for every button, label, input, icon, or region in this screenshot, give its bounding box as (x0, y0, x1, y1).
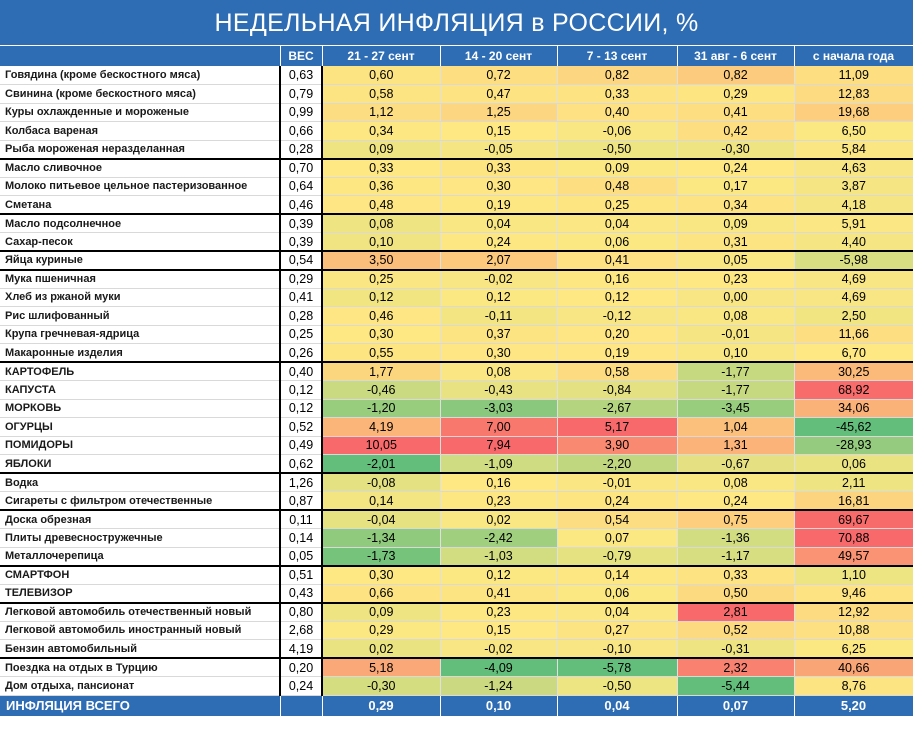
row-week-value: 3,90 (557, 436, 677, 455)
inflation-table (0, 46, 913, 716)
table-row (0, 418, 913, 437)
row-week-value: 0,29 (322, 621, 440, 640)
row-week-value: -0,10 (557, 640, 677, 659)
row-ytd-value: 11,09 (794, 66, 913, 85)
row-weight: 0,28 (280, 307, 322, 326)
total-weight (280, 695, 322, 716)
table-row (0, 621, 913, 640)
row-week-value: 0,24 (440, 233, 557, 252)
row-weight: 1,26 (280, 473, 322, 492)
row-ytd-value: 8,76 (794, 677, 913, 696)
row-weight: 0,40 (280, 362, 322, 381)
row-weight: 0,14 (280, 529, 322, 548)
row-week-value: 0,33 (677, 566, 794, 585)
row-weight: 0,25 (280, 325, 322, 344)
row-ytd-value: 4,40 (794, 233, 913, 252)
row-week-value: 0,58 (322, 85, 440, 104)
row-item-name: Крупа гречневая-ядрица (0, 325, 280, 344)
row-ytd-value: 69,67 (794, 510, 913, 529)
row-week-value: 0,55 (322, 344, 440, 363)
row-week-value: 0,34 (677, 196, 794, 215)
row-item-name: Масло подсолнечное (0, 214, 280, 233)
row-item-name: Хлеб из ржаной муки (0, 288, 280, 307)
row-week-value: 0,41 (677, 103, 794, 122)
row-week-value: -0,84 (557, 381, 677, 400)
row-ytd-value: 16,81 (794, 492, 913, 511)
row-week-value: 7,94 (440, 436, 557, 455)
row-week-value: 0,54 (557, 510, 677, 529)
row-item-name: Мука пшеничная (0, 270, 280, 289)
row-ytd-value: 2,11 (794, 473, 913, 492)
row-week-value: -3,03 (440, 399, 557, 418)
row-week-value: 0,06 (557, 584, 677, 603)
row-item-name: ТЕЛЕВИЗОР (0, 584, 280, 603)
row-week-value: -0,02 (440, 640, 557, 659)
row-weight: 0,29 (280, 270, 322, 289)
row-week-value: -1,36 (677, 529, 794, 548)
column-header-item (0, 46, 280, 66)
column-header-week-2: 14 - 20 сент (440, 46, 557, 66)
row-weight: 0,12 (280, 381, 322, 400)
row-ytd-value: 12,92 (794, 603, 913, 622)
table-row (0, 473, 913, 492)
table-row (0, 85, 913, 104)
row-ytd-value: 49,57 (794, 547, 913, 566)
table-row (0, 529, 913, 548)
row-week-value: 0,60 (322, 66, 440, 85)
row-weight: 0,80 (280, 603, 322, 622)
row-week-value: 0,23 (677, 270, 794, 289)
row-week-value: 0,33 (557, 85, 677, 104)
row-week-value: -2,67 (557, 399, 677, 418)
row-week-value: 5,18 (322, 658, 440, 677)
column-header-weight: ВЕС (280, 46, 322, 66)
row-weight: 4,19 (280, 640, 322, 659)
total-value: 0,29 (322, 695, 440, 716)
row-ytd-value: 12,83 (794, 85, 913, 104)
column-header-week-1: 21 - 27 сент (322, 46, 440, 66)
row-week-value: 0,02 (322, 640, 440, 659)
row-week-value: -0,12 (557, 307, 677, 326)
row-week-value: 0,24 (677, 492, 794, 511)
row-item-name: Доска обрезная (0, 510, 280, 529)
row-ytd-value: 19,68 (794, 103, 913, 122)
row-week-value: 0,82 (677, 66, 794, 85)
table-row (0, 233, 913, 252)
row-week-value: 0,34 (322, 122, 440, 141)
row-ytd-value: 4,69 (794, 288, 913, 307)
row-ytd-value: 34,06 (794, 399, 913, 418)
row-item-name: Макаронные изделия (0, 344, 280, 363)
row-week-value: 0,19 (557, 344, 677, 363)
row-weight: 0,39 (280, 233, 322, 252)
row-week-value: 1,25 (440, 103, 557, 122)
table-row (0, 399, 913, 418)
row-item-name: Свинина (кроме бескостного мяса) (0, 85, 280, 104)
row-item-name: Поездка на отдых в Турцию (0, 658, 280, 677)
row-ytd-value: 4,63 (794, 159, 913, 178)
row-week-value: 0,15 (440, 122, 557, 141)
row-week-value: -1,24 (440, 677, 557, 696)
table-row (0, 214, 913, 233)
row-week-value: 0,27 (557, 621, 677, 640)
row-weight: 0,05 (280, 547, 322, 566)
row-week-value: 0,36 (322, 177, 440, 196)
row-ytd-value: 2,50 (794, 307, 913, 326)
table-row (0, 584, 913, 603)
total-value: 0,04 (557, 695, 677, 716)
row-item-name: Металлочерепица (0, 547, 280, 566)
table-row (0, 159, 913, 178)
row-ytd-value: 68,92 (794, 381, 913, 400)
table-row (0, 288, 913, 307)
row-week-value: 2,07 (440, 251, 557, 270)
table-row (0, 381, 913, 400)
row-week-value: -0,30 (322, 677, 440, 696)
row-ytd-value: 6,25 (794, 640, 913, 659)
row-week-value: 0,07 (557, 529, 677, 548)
total-value: 5,20 (794, 695, 913, 716)
row-week-value: 0,12 (322, 288, 440, 307)
row-week-value: 0,50 (677, 584, 794, 603)
row-item-name: Сигареты с фильтром отечественные (0, 492, 280, 511)
total-value: 0,10 (440, 695, 557, 716)
row-week-value: -1,73 (322, 547, 440, 566)
row-weight: 0,66 (280, 122, 322, 141)
table-row (0, 196, 913, 215)
table-row (0, 566, 913, 585)
row-item-name: Сметана (0, 196, 280, 215)
row-week-value: -2,01 (322, 455, 440, 474)
row-item-name: Легковой автомобиль иностранный новый (0, 621, 280, 640)
row-week-value: 0,52 (677, 621, 794, 640)
row-week-value: 0,30 (440, 344, 557, 363)
row-week-value: 0,10 (322, 233, 440, 252)
row-week-value: 4,19 (322, 418, 440, 437)
row-week-value: 0,58 (557, 362, 677, 381)
row-week-value: 0,25 (557, 196, 677, 215)
table-row (0, 640, 913, 659)
row-ytd-value: 10,88 (794, 621, 913, 640)
row-week-value: -5,44 (677, 677, 794, 696)
row-item-name: Бензин автомобильный (0, 640, 280, 659)
row-item-name: ПОМИДОРЫ (0, 436, 280, 455)
row-weight: 0,43 (280, 584, 322, 603)
row-item-name: Говядина (кроме бескостного мяса) (0, 66, 280, 85)
row-week-value: 0,08 (677, 473, 794, 492)
row-week-value: 0,19 (440, 196, 557, 215)
row-weight: 0,20 (280, 658, 322, 677)
row-week-value: -0,08 (322, 473, 440, 492)
row-week-value: 1,04 (677, 418, 794, 437)
row-weight: 0,52 (280, 418, 322, 437)
row-week-value: 0,31 (677, 233, 794, 252)
row-week-value: 0,48 (557, 177, 677, 196)
row-week-value: 0,42 (677, 122, 794, 141)
row-week-value: -1,17 (677, 547, 794, 566)
row-week-value: -0,30 (677, 140, 794, 159)
row-week-value: 2,81 (677, 603, 794, 622)
row-ytd-value: -5,98 (794, 251, 913, 270)
row-weight: 0,63 (280, 66, 322, 85)
row-week-value: 0,66 (322, 584, 440, 603)
row-week-value: -0,79 (557, 547, 677, 566)
row-week-value: -4,09 (440, 658, 557, 677)
row-week-value: 0,04 (557, 603, 677, 622)
row-ytd-value: 9,46 (794, 584, 913, 603)
table-row (0, 455, 913, 474)
row-week-value: -0,06 (557, 122, 677, 141)
row-item-name: Рыба мороженая неразделанная (0, 140, 280, 159)
row-week-value: -1,09 (440, 455, 557, 474)
row-item-name: Яйца куриные (0, 251, 280, 270)
row-week-value: 0,14 (557, 566, 677, 585)
table-row (0, 270, 913, 289)
row-weight: 0,46 (280, 196, 322, 215)
row-week-value: -0,01 (557, 473, 677, 492)
page-title: НЕДЕЛЬНАЯ ИНФЛЯЦИЯ в РОССИИ, % (0, 0, 913, 46)
row-item-name: Водка (0, 473, 280, 492)
table-row (0, 325, 913, 344)
row-week-value: 0,33 (440, 159, 557, 178)
row-week-value: 0,08 (677, 307, 794, 326)
row-week-value: 0,14 (322, 492, 440, 511)
row-item-name: Масло сливочное (0, 159, 280, 178)
row-week-value: -2,20 (557, 455, 677, 474)
row-item-name: Колбаса вареная (0, 122, 280, 141)
row-week-value: 0,12 (557, 288, 677, 307)
row-week-value: 0,08 (322, 214, 440, 233)
row-week-value: 0,41 (440, 584, 557, 603)
row-week-value: 10,05 (322, 436, 440, 455)
row-week-value: 0,10 (677, 344, 794, 363)
table-row (0, 492, 913, 511)
row-weight: 0,11 (280, 510, 322, 529)
row-item-name: Молоко питьевое цельное пастеризованное (0, 177, 280, 196)
row-week-value: 0,46 (322, 307, 440, 326)
column-header-week-4: 31 авг - 6 сент (677, 46, 794, 66)
row-week-value: 0,09 (677, 214, 794, 233)
row-week-value: 0,24 (557, 492, 677, 511)
row-week-value: 5,17 (557, 418, 677, 437)
row-ytd-value: 70,88 (794, 529, 913, 548)
row-ytd-value: 0,06 (794, 455, 913, 474)
row-week-value: 0,04 (440, 214, 557, 233)
row-week-value: -0,02 (440, 270, 557, 289)
table-row (0, 362, 913, 381)
row-weight: 0,99 (280, 103, 322, 122)
row-week-value: 0,00 (677, 288, 794, 307)
row-week-value: -0,11 (440, 307, 557, 326)
row-ytd-value: 1,10 (794, 566, 913, 585)
row-item-name: Куры охлажденные и мороженые (0, 103, 280, 122)
table-row (0, 177, 913, 196)
row-week-value: -1,77 (677, 381, 794, 400)
row-week-value: -0,01 (677, 325, 794, 344)
row-item-name: ОГУРЦЫ (0, 418, 280, 437)
row-week-value: 0,05 (677, 251, 794, 270)
row-week-value: -0,43 (440, 381, 557, 400)
row-week-value: 0,72 (440, 66, 557, 85)
row-week-value: -0,46 (322, 381, 440, 400)
row-week-value: 0,23 (440, 492, 557, 511)
row-weight: 0,28 (280, 140, 322, 159)
total-label: ИНФЛЯЦИЯ ВСЕГО (0, 695, 280, 716)
row-week-value: -0,31 (677, 640, 794, 659)
row-weight: 0,49 (280, 436, 322, 455)
table-row (0, 307, 913, 326)
row-week-value: 0,48 (322, 196, 440, 215)
row-week-value: 0,09 (322, 140, 440, 159)
row-item-name: КАРТОФЕЛЬ (0, 362, 280, 381)
total-row (0, 695, 913, 716)
table-body (0, 66, 913, 695)
row-ytd-value: 30,25 (794, 362, 913, 381)
row-item-name: Плиты древесностружечные (0, 529, 280, 548)
row-week-value: 0,25 (322, 270, 440, 289)
table-row (0, 547, 913, 566)
row-item-name: ЯБЛОКИ (0, 455, 280, 474)
row-weight: 0,62 (280, 455, 322, 474)
row-weight: 2,68 (280, 621, 322, 640)
row-ytd-value: 6,70 (794, 344, 913, 363)
row-week-value: 0,37 (440, 325, 557, 344)
row-weight: 0,70 (280, 159, 322, 178)
row-item-name: Сахар-песок (0, 233, 280, 252)
table-row (0, 603, 913, 622)
row-week-value: 0,09 (557, 159, 677, 178)
row-weight: 0,24 (280, 677, 322, 696)
row-weight: 0,54 (280, 251, 322, 270)
row-ytd-value: 4,69 (794, 270, 913, 289)
row-week-value: -1,34 (322, 529, 440, 548)
row-week-value: 0,82 (557, 66, 677, 85)
row-week-value: -0,04 (322, 510, 440, 529)
row-ytd-value: -28,93 (794, 436, 913, 455)
row-weight: 0,79 (280, 85, 322, 104)
table-row (0, 66, 913, 85)
row-week-value: 1,12 (322, 103, 440, 122)
row-week-value: -3,45 (677, 399, 794, 418)
row-ytd-value: 5,91 (794, 214, 913, 233)
row-week-value: 3,50 (322, 251, 440, 270)
table-row (0, 344, 913, 363)
row-week-value: -1,77 (677, 362, 794, 381)
row-week-value: 7,00 (440, 418, 557, 437)
row-week-value: -1,20 (322, 399, 440, 418)
row-week-value: 0,09 (322, 603, 440, 622)
row-weight: 0,87 (280, 492, 322, 511)
row-week-value: 0,12 (440, 566, 557, 585)
row-week-value: 0,08 (440, 362, 557, 381)
row-ytd-value: -45,62 (794, 418, 913, 437)
row-week-value: 0,12 (440, 288, 557, 307)
row-week-value: -0,67 (677, 455, 794, 474)
row-week-value: 0,40 (557, 103, 677, 122)
table-row (0, 122, 913, 141)
row-weight: 0,12 (280, 399, 322, 418)
row-week-value: 0,16 (557, 270, 677, 289)
row-weight: 0,41 (280, 288, 322, 307)
row-weight: 0,64 (280, 177, 322, 196)
table-row (0, 436, 913, 455)
row-weight: 0,39 (280, 214, 322, 233)
row-week-value: 0,30 (322, 566, 440, 585)
row-week-value: 0,16 (440, 473, 557, 492)
row-week-value: 0,29 (677, 85, 794, 104)
row-week-value: 0,30 (322, 325, 440, 344)
row-week-value: 0,06 (557, 233, 677, 252)
row-week-value: -5,78 (557, 658, 677, 677)
row-weight: 0,51 (280, 566, 322, 585)
row-week-value: -2,42 (440, 529, 557, 548)
row-week-value: 1,31 (677, 436, 794, 455)
row-ytd-value: 6,50 (794, 122, 913, 141)
row-weight: 0,26 (280, 344, 322, 363)
row-week-value: -0,50 (557, 677, 677, 696)
row-item-name: СМАРТФОН (0, 566, 280, 585)
row-item-name: Легковой автомобиль отечественный новый (0, 603, 280, 622)
row-week-value: -0,05 (440, 140, 557, 159)
row-week-value: 0,41 (557, 251, 677, 270)
row-ytd-value: 11,66 (794, 325, 913, 344)
row-week-value: 0,33 (322, 159, 440, 178)
row-ytd-value: 5,84 (794, 140, 913, 159)
table-row (0, 658, 913, 677)
row-ytd-value: 4,18 (794, 196, 913, 215)
row-item-name: Дом отдыха, пансионат (0, 677, 280, 696)
column-header-week-3: 7 - 13 сент (557, 46, 677, 66)
table-row (0, 140, 913, 159)
row-item-name: КАПУСТА (0, 381, 280, 400)
row-week-value: -1,03 (440, 547, 557, 566)
total-value: 0,07 (677, 695, 794, 716)
row-week-value: 0,24 (677, 159, 794, 178)
row-week-value: 0,30 (440, 177, 557, 196)
table-row (0, 103, 913, 122)
row-week-value: 1,77 (322, 362, 440, 381)
row-week-value: 0,47 (440, 85, 557, 104)
table-row (0, 251, 913, 270)
row-item-name: Рис шлифованный (0, 307, 280, 326)
row-week-value: 0,15 (440, 621, 557, 640)
row-week-value: 0,75 (677, 510, 794, 529)
table-row (0, 510, 913, 529)
row-week-value: 0,02 (440, 510, 557, 529)
row-ytd-value: 40,66 (794, 658, 913, 677)
row-week-value: 0,04 (557, 214, 677, 233)
row-week-value: -0,50 (557, 140, 677, 159)
row-ytd-value: 3,87 (794, 177, 913, 196)
row-week-value: 0,20 (557, 325, 677, 344)
row-week-value: 2,32 (677, 658, 794, 677)
row-week-value: 0,23 (440, 603, 557, 622)
table-header-row (0, 46, 913, 66)
row-week-value: 0,17 (677, 177, 794, 196)
table-row (0, 677, 913, 696)
row-item-name: МОРКОВЬ (0, 399, 280, 418)
column-header-ytd: с начала года (794, 46, 913, 66)
